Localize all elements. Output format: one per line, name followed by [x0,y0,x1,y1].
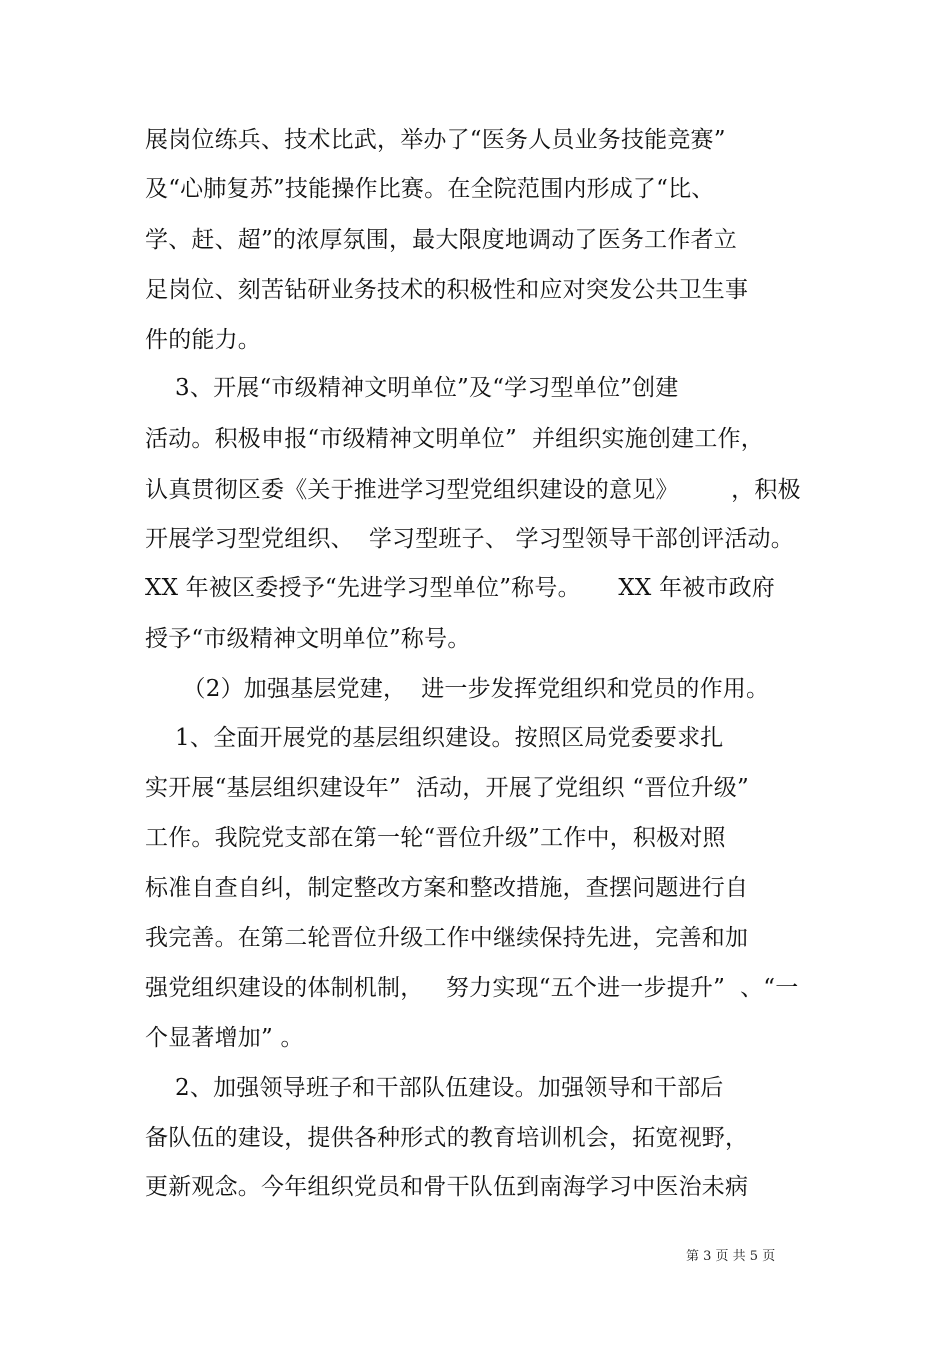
body-line: 授予“市级精神文明单位”称号。 [145,626,471,652]
body-line: 件的能力。 [145,327,261,353]
body-line: 1、全面开展党的基层组织建设。按照区局党委要求扎 [145,725,724,751]
body-line: 2、加强领导班子和干部队伍建设。加强领导和干部后 [145,1075,724,1101]
body-line: 标准自查自纠，制定整改方案和整改措施，查摆问题进行自 [145,875,749,901]
body-line: 活动。积极申报“市级精神文明单位” 并组织实施创建工作， [145,426,764,452]
body-line: 展岗位练兵、技术比武，举办了“医务人员业务技能竞赛” [145,127,726,153]
body-line: 个显著增加” 。 [145,1025,304,1051]
body-line: XX 年被区委授予“先进学习型单位”称号。 XX 年被市政府 [145,575,775,601]
section-heading: （2）加强基层党建， 进一步发挥党组织和党员的作用。 [145,676,770,702]
body-line: 认真贯彻区委《关于推进学习型党组织建设的意见》 ，积极 [145,477,801,503]
body-line: 开展学习型党组织、 学习型班子、 学习型领导干部创评活动。 [145,526,794,552]
body-line: 我完善。在第二轮晋位升级工作中继续保持先进，完善和加 [145,925,749,951]
body-line: 学、赶、超”的浓厚氛围，最大限度地调动了医务工作者立 [145,227,737,253]
body-line: 工作。我院党支部在第一轮“晋位升级”工作中，积极对照 [145,825,726,851]
body-line: 及“心肺复苏”技能操作比赛。在全院范围内形成了“比、 [145,176,715,202]
body-line: 实开展“基层组织建设年” 活动，开展了党组织 “晋位升级” [145,775,749,801]
body-line: 更新观念。今年组织党员和骨干队伍到南海学习中医治未病 [145,1174,749,1200]
body-line: 足岗位、刻苦钻研业务技术的积极性和应对突发公共卫生事 [145,277,749,303]
body-line: 备队伍的建设，提供各种形式的教育培训机会，拓宽视野， [145,1125,749,1151]
body-line: 3、开展“市级精神文明单位”及“学习型单位”创建 [145,375,679,401]
body-line: 强党组织建设的体制机制， 努力实现“五个进一步提升” 、“一 [145,975,799,1001]
page-number-footer: 第 3 页 共 5 页 [686,1249,776,1264]
